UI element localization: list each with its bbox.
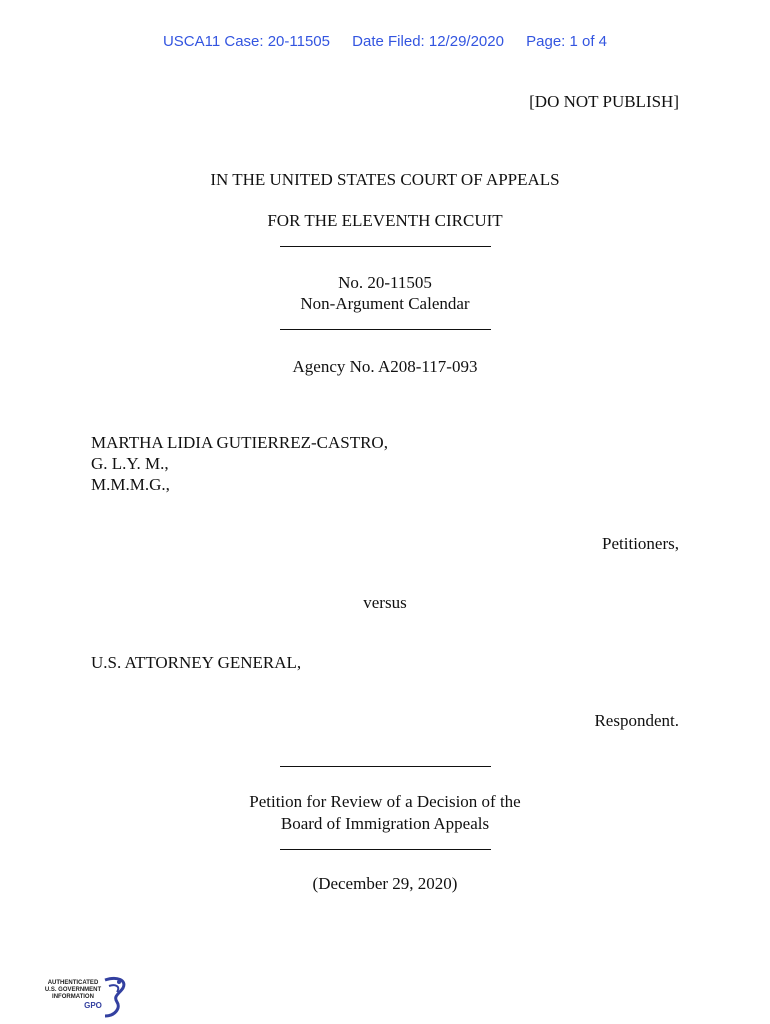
divider (280, 766, 491, 767)
petitioner-names (91, 432, 388, 495)
court-name: IN THE UNITED STATES COURT OF APPEALS (210, 170, 560, 189)
divider (280, 329, 491, 330)
case-number: USCA11 Case: 20-11505 (162, 33, 330, 50)
logo-text-line: GPO (84, 1001, 102, 1010)
case-header-stamp (0, 33, 770, 50)
petitioner-name: G. L.Y. M., (91, 454, 169, 473)
respondent-name: U.S. ATTORNEY GENERAL, (91, 653, 302, 672)
petition-line-2: Board of Immigration Appeals (280, 814, 490, 833)
date-filed: Date Filed: 12/29/2020 (352, 33, 504, 50)
calendar-type: Non-Argument Calendar (300, 294, 470, 313)
versus-text: versus (363, 593, 407, 612)
logo-text-line: INFORMATION (52, 994, 94, 1000)
logo-text-line: U.S. GOVERNMENT (44, 987, 102, 993)
petitioner-name: M.M.M.G., (91, 475, 170, 494)
decision-date: (December 29, 2020) (312, 874, 458, 893)
divider (280, 849, 491, 850)
gpo-authenticated-logo-icon (43, 974, 133, 1020)
respondent-label: Respondent. (594, 711, 679, 730)
docket-number: No. 20-11505 (338, 273, 432, 292)
divider (280, 246, 491, 247)
logo-text-line: AUTHENTICATED (47, 980, 99, 986)
eagle-eye-icon (117, 980, 121, 984)
petitioner-name: MARTHA LIDIA GUTIERREZ-CASTRO, (91, 433, 388, 452)
petition-line-1: Petition for Review of a Decision of the (249, 792, 521, 811)
publish-notice: [DO NOT PUBLISH] (529, 92, 679, 111)
agency-number: Agency No. A208-117-093 (292, 357, 478, 376)
circuit-name: FOR THE ELEVENTH CIRCUIT (267, 211, 503, 230)
petitioners-label: Petitioners, (602, 534, 679, 553)
eagle-wing-icon (105, 978, 124, 1016)
page-number: Page: 1 of 4 (526, 33, 608, 50)
eagle-head-icon (109, 985, 118, 992)
